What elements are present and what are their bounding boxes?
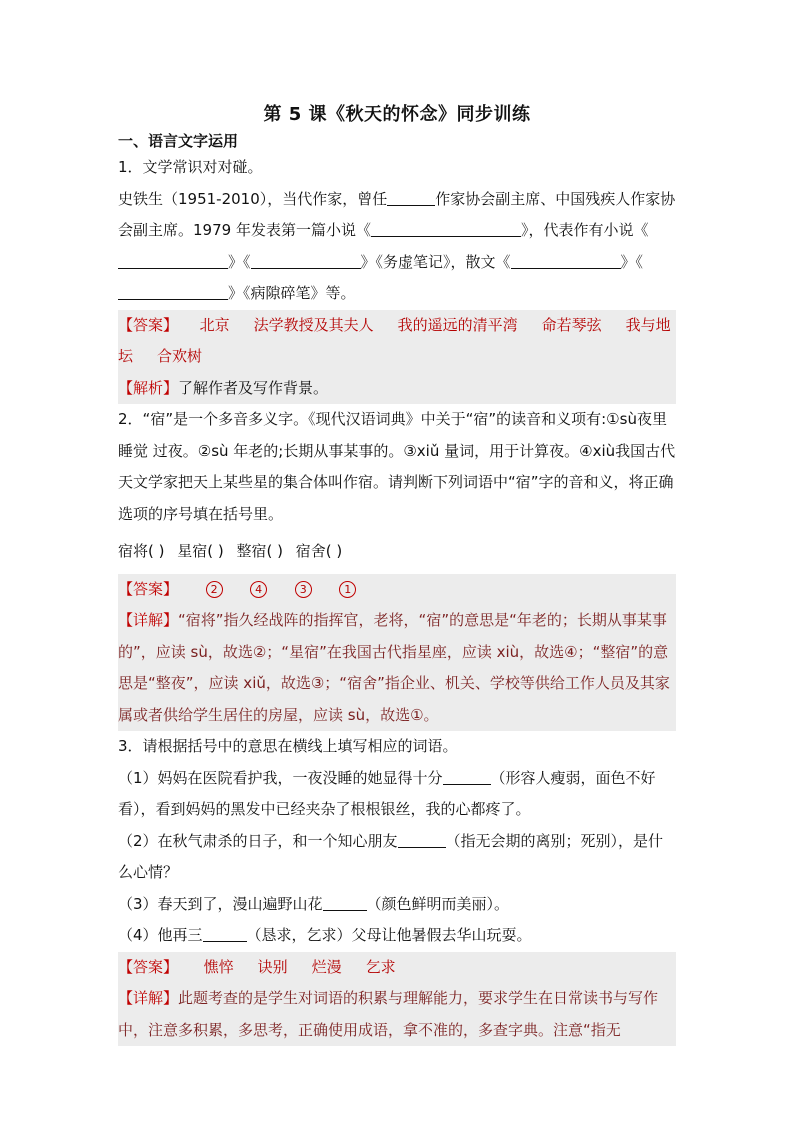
q3-sentence-3: （3）春天到了，漫山遍野山花 （颜色鲜明而美丽）。 — [118, 894, 510, 913]
section-heading: 一、语言文字运用 — [118, 132, 239, 150]
blank-field[interactable] — [118, 252, 228, 269]
blank-field[interactable] — [118, 283, 228, 300]
answer-circle: 2 — [206, 581, 223, 598]
q3-answer-block — [118, 952, 676, 1047]
answer-circle: 4 — [250, 581, 267, 598]
page-title: 第 5 课《秋天的怀念》同步训练 — [263, 104, 531, 125]
blank-field[interactable] — [371, 220, 521, 237]
q3-sentence-2: （2）在秋气肃杀的日子，和一个知心朋友 （指无会期的离别；死别），是什么心情？ — [118, 831, 664, 881]
q2-item[interactable]: 整宿( ) — [236, 542, 284, 560]
blank-field[interactable] — [323, 894, 367, 911]
q3-sentence-1: （1）妈妈在医院看护我，一夜没睡的她显得十分 （形容人瘦弱，面色不好看），看到妈妈的黑发中已经夹杂了根根银丝，我的心都疼了。 — [118, 768, 656, 818]
answer-circle: 3 — [295, 581, 312, 598]
q1-answer-block — [118, 310, 676, 405]
q2-items — [118, 536, 676, 568]
q3-stem: 3．请根据括号中的意思在横线上填写相应的词语。 — [118, 737, 458, 755]
q3-detail: 【详解】此题考查的是学生对词语的积累与理解能力，要求学生在日常读书与写作中，注意多积累，多思考，正确使用成语，拿不准的，多查字典。注意“指无 — [118, 989, 659, 1039]
q2-item[interactable]: 星宿( ) — [177, 542, 224, 560]
q2-item[interactable]: 宿将( ) — [118, 542, 165, 560]
q2-detail: 【详解】“宿将”指久经战阵的指挥官，老将，“宿”的意思是“年老的；长期从事某事的”，应读 sù，故选②；“星宿”在我国古代指星座，应读 xiù，故选④；“整宿”的意思是“整夜”，应读 xiǔ，故选③；“宿舍”指企业、机关、学校等供给工作人员及其家属或者供给学生居住的房屋，应读 sù，故选①。 — [118, 611, 670, 724]
q1-stem: 1．文学常识对对碰。 — [118, 158, 263, 176]
q2-stem: 2．“宿”是一个多音多义字。《现代汉语词典》中关于“宿”的读音和义项有:①sù夜里睡觉 过夜。②sù 年老的;长期从事某事的。③xiǔ 量词，用于计算夜。④xiù我国古代天文学家把天上某些星的集合体叫作宿。请判断下列词语中“宿”字的音和义，将正确选项的序号填在括号里。 — [118, 410, 676, 523]
q2-item[interactable]: 宿舍( ) — [295, 542, 343, 560]
answer-circle: 1 — [339, 581, 356, 598]
q3-sentence-4: （4）他再三 （恳求，乞求）父母让他暑假去华山玩耍。 — [118, 926, 532, 944]
blank-field[interactable] — [387, 189, 435, 206]
q1-analysis: 【解析】了解作者及写作背景。 — [118, 378, 329, 397]
q1-answer: 【答案】 北京 法学教授及其夫人 我的遥远的清平湾 命若琴弦 我与地坛 合欢树 — [118, 315, 671, 365]
q2-answer: 【答案】 2 4 3 1 — [118, 574, 676, 606]
blank-field[interactable] — [203, 925, 247, 942]
q1-body: 史铁生（1951-2010），当代作家，曾任 作家协会副主席、中国残疾人作家协会副主席。1979 年发表第一篇小说《 》，代表作有小说《》《 》《务虚笔记》，散文《 》《》《病隙碎笔》等。 — [118, 189, 676, 302]
document-body — [118, 100, 676, 1046]
blank-field[interactable] — [251, 252, 361, 269]
q3-answer: 【答案】 憔悴 诀别 烂漫 乞求 — [118, 957, 396, 976]
q2-answer-block — [118, 574, 676, 732]
blank-field[interactable] — [443, 768, 491, 785]
blank-field[interactable] — [398, 831, 446, 848]
blank-field[interactable] — [511, 252, 621, 269]
